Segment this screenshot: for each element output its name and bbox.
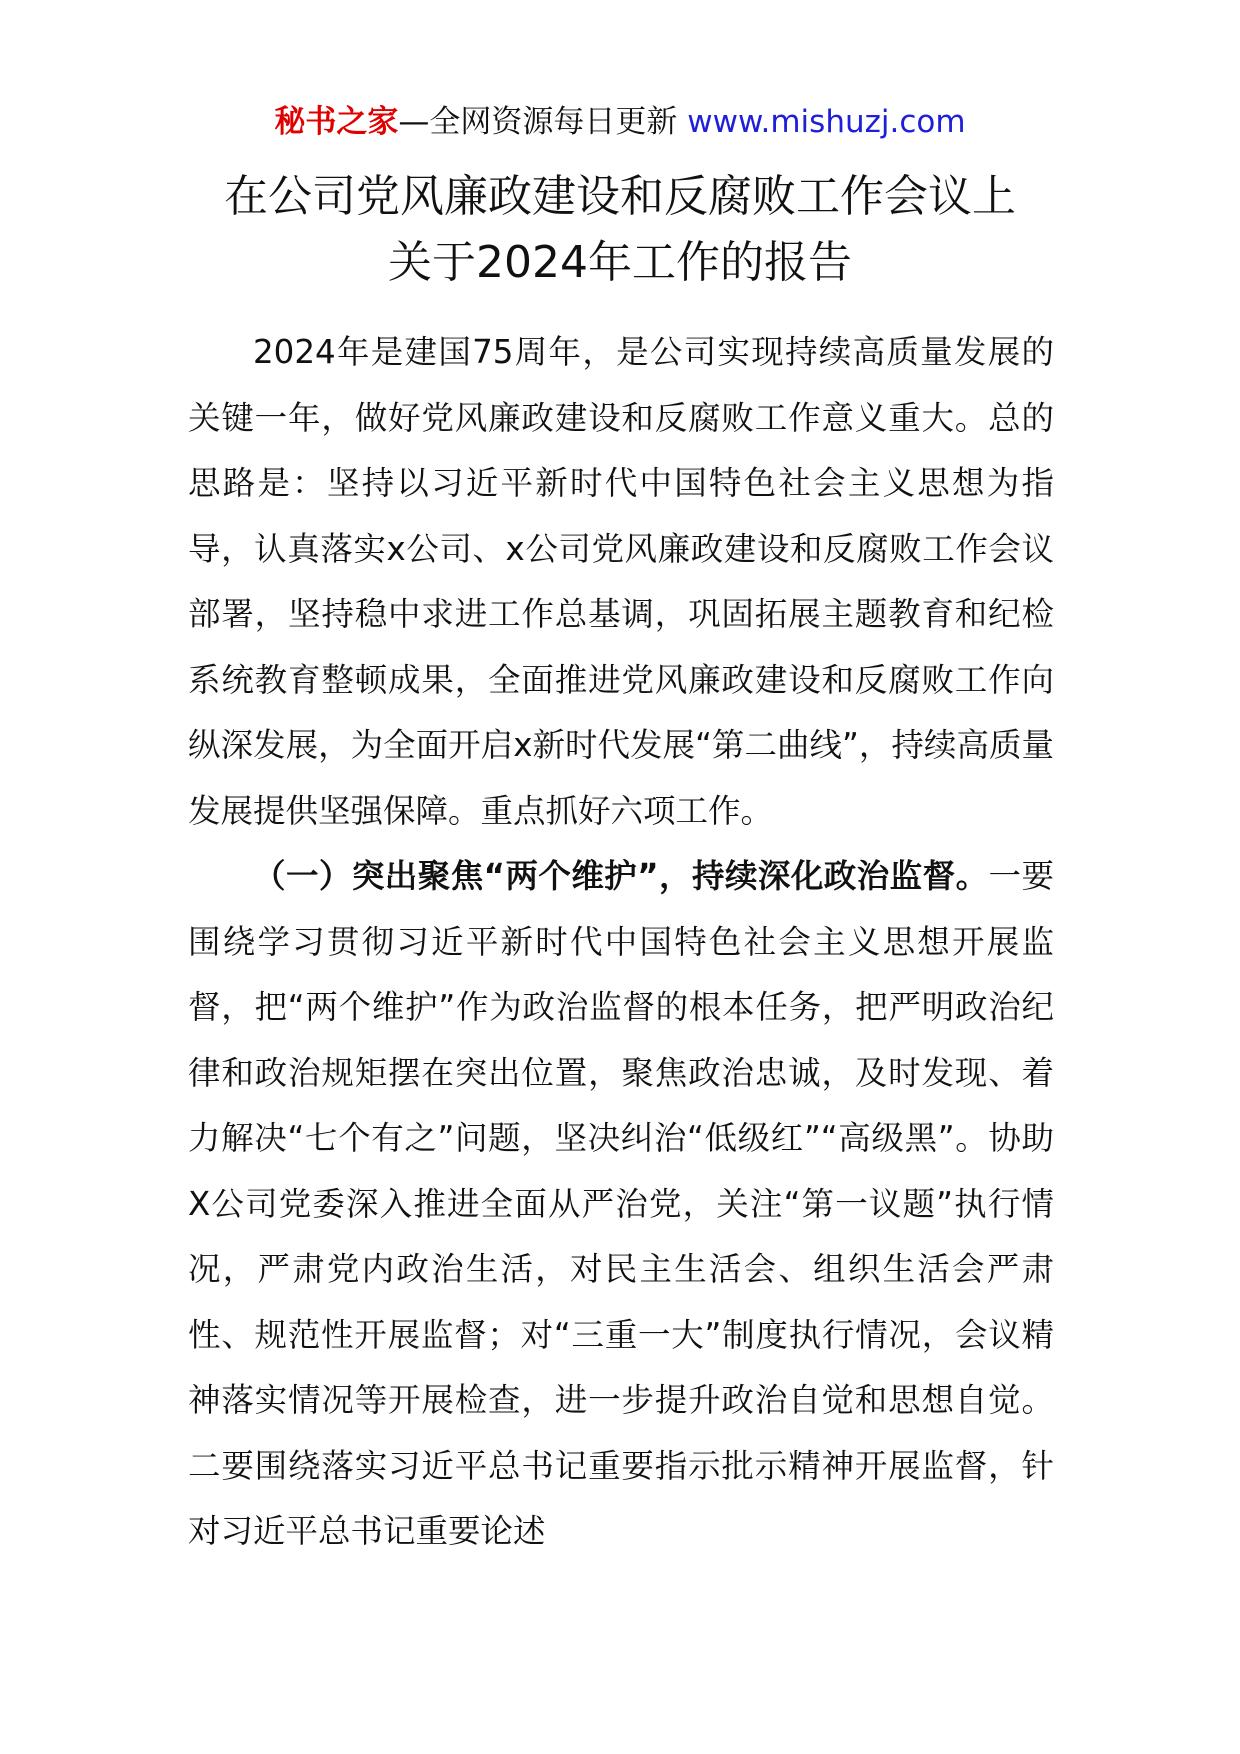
title-line-2: 关于2024年工作的报告 <box>388 237 852 288</box>
site-name: 秘书之家 <box>274 104 399 140</box>
document-title <box>0 164 1240 296</box>
paragraph-intro <box>188 320 1054 844</box>
paragraph-section-1 <box>188 844 1054 1565</box>
section-1-text: 一要围绕学习贯彻习近平新时代中国特色社会主义思想开展监督，把“两个维护”作为政治监督的根本任务，把严明政治纪律和政治规矩摆在突出位置，聚焦政治忠诚，及时发现、着力解决“七个有之”问题，坚决纠治“低级红”“高级黑”。协助X公司党委深入推进全面从严治党，关注“第一议题”执行情况，严肃党内政治生活，对民主生活会、组织生活会严肃性、规范性开展监督；对“三重一大”制度执行情况，会议精神落实情况等开展检查，进一步提升政治自觉和思想自觉。二要围绕落实习近平总书记重要指示批示精神开展监督，针对习近平总书记重要论述 <box>188 857 1054 1550</box>
section-1-heading: （一）突出聚焦“两个维护”，持续深化政治监督。 <box>253 857 989 895</box>
site-header <box>0 100 1240 144</box>
site-url-link[interactable]: www.mishuzj.com <box>687 104 966 140</box>
title-line-1: 在公司党风廉政建设和反腐败工作会议上 <box>224 171 1016 222</box>
site-slogan: —全网资源每日更新 <box>398 104 688 140</box>
paragraph-intro-text: 2024年是建国75周年，是公司实现持续高质量发展的关键一年，做好党风廉政建设和反腐败工作意义重大。总的思路是：坚持以习近平新时代中国特色社会主义思想为指导，认真落实x公司、x公司党风廉政建设和反腐败工作会议部署，坚持稳中求进工作总基调，巩固拓展主题教育和纪检系统教育整顿成果，全面推进党风廉政建设和反腐败工作向纵深发展，为全面开启x新时代发展“第二曲线”，持续高质量发展提供坚强保障。重点抓好六项工作。 <box>188 333 1054 830</box>
document-body <box>188 320 1054 1565</box>
